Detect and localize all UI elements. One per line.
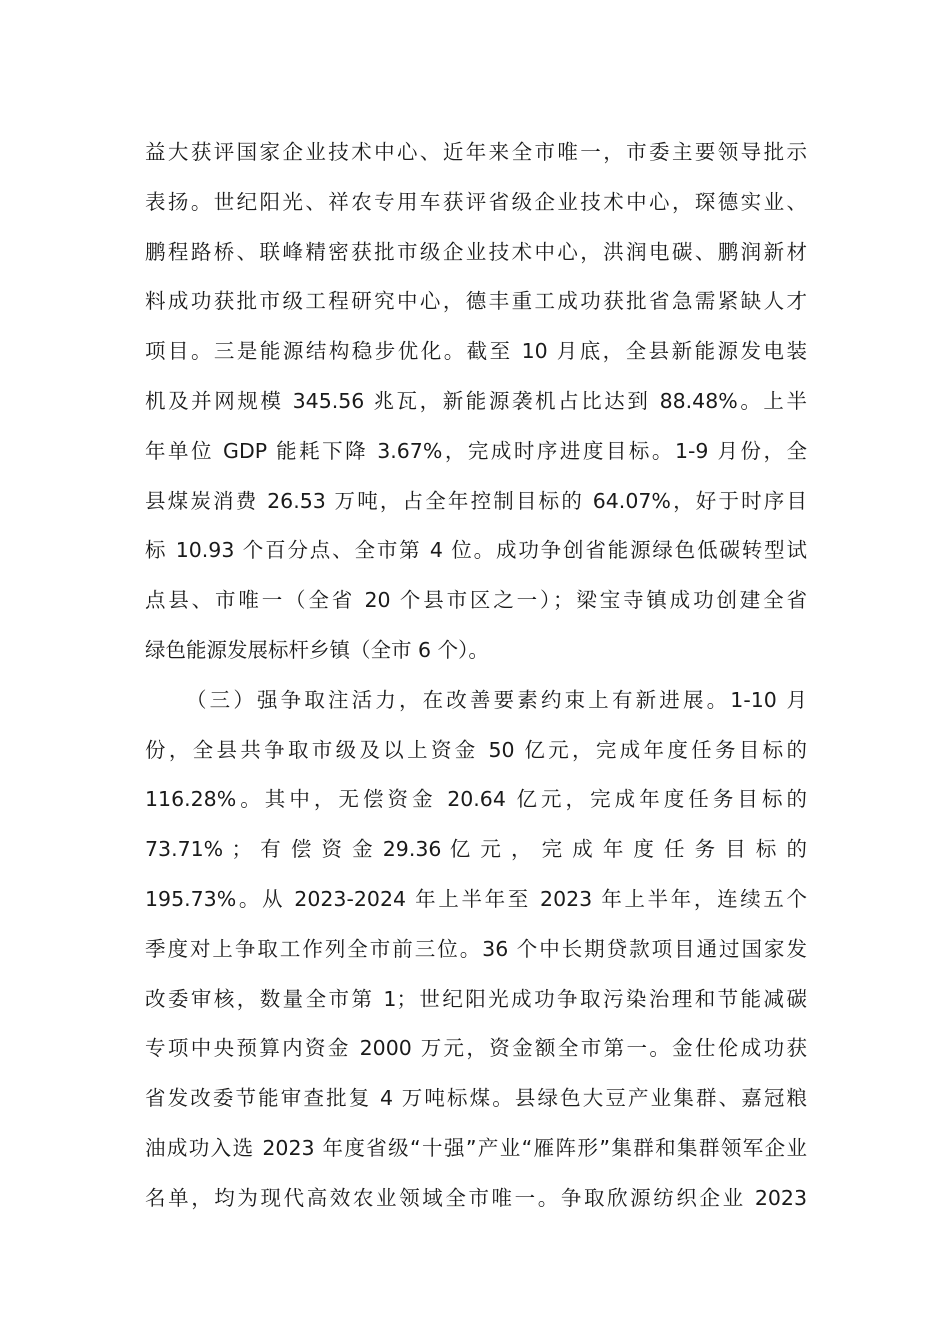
text-line: 油成功入选 2023 年度省级“十强”产业“雁阵形”集群和集群领军企业 (145, 1135, 807, 1160)
text-line: 专项中央预算内资金 2000 万元，资金额全市第一。金仕伦成功获 (145, 1036, 807, 1061)
text-line: 表扬。世纪阳光、祥农专用车获评省级企业技术中心，琛德实业、 (145, 189, 807, 214)
text-line: 鹏程路桥、联峰精密获批市级企业技术中心，洪润电碳、鹏润新材 (145, 239, 807, 264)
text-line: 省发改委节能审查批复 4 万吨标煤。县绿色大豆产业集群、嘉冠粮 (145, 1086, 807, 1111)
text-line: 年单位 GDP 能耗下降 3.67%，完成时序进度目标。1-9 月份，全 (145, 438, 807, 463)
text-line: 195.73%。从 2023-2024 年上半年至 2023 年上半年，连续五个 (145, 886, 807, 911)
text-line: 116.28%。其中，无偿资金 20.64 亿元，完成年度任务目标的 (145, 787, 807, 812)
text-line: 改委审核，数量全市第 1；世纪阳光成功争取污染治理和节能减碳 (145, 986, 807, 1011)
paragraph-heading-line: （三）强争取注活力，在改善要素约束上有新进展。1-10 月 (186, 687, 807, 712)
text-line: 益大获评国家企业技术中心、近年来全市唯一，市委主要领导批示 (145, 140, 807, 164)
document-body (145, 128, 807, 1224)
text-line: 季度对上争取工作列全市前三位。36 个中长期贷款项目通过国家发 (145, 936, 807, 961)
text-line: 项目。三是能源结构稳步优化。截至 10 月底，全县新能源发电装 (145, 339, 807, 364)
text-line: 绿色能源发展标杆乡镇（全市 6 个）。 (145, 637, 489, 662)
text-line: 份，全县共争取市级及以上资金 50 亿元，完成年度任务目标的 (145, 737, 807, 762)
text-line: 点县、市唯一（全省 20 个县市区之一）；梁宝寺镇成功创建全省 (145, 588, 807, 613)
text-line: 标 10.93 个百分点、全市第 4 位。成功争创省能源绿色低碳转型试 (145, 538, 807, 563)
text-line: 料成功获批市级工程研究中心，德丰重工成功获批省急需紧缺人才 (145, 289, 807, 314)
text-line: 73.71% ； 有 偿 资 金 29.36 亿 元 ， 完 成 年 度 任 务 目 标 的 (145, 837, 807, 862)
text-line: 机及并网规模 345.56 兆瓦，新能源袭机占比达到 88.48%。上半 (145, 388, 807, 413)
text-line: 县煤炭消费 26.53 万吨，占全年控制目标的 64.07%，好于时序目 (145, 488, 807, 513)
text-line: 名单，均为现代高效农业领域全市唯一。争取欣源纺织企业 2023 (145, 1185, 807, 1210)
